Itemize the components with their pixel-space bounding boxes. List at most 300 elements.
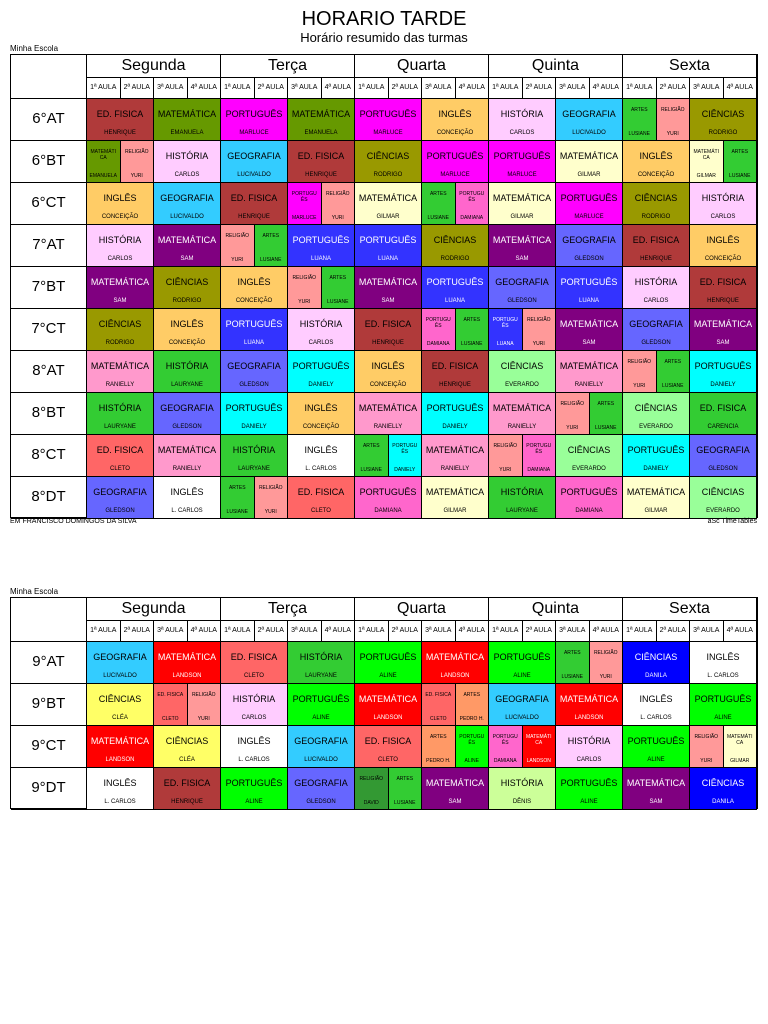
- subject-name: ED. FISICA: [297, 487, 345, 497]
- teacher-name: GLEDSON: [239, 382, 269, 388]
- teacher-name: LUCIVALDO: [505, 715, 539, 721]
- subject-name: MATEMÁTICA: [626, 778, 686, 788]
- subject-name: HISTÓRIA: [299, 652, 343, 662]
- teacher-name: LUSIANE: [628, 131, 650, 137]
- class-label: 6°BT: [11, 141, 87, 183]
- teacher-name: HENRIQUE: [640, 256, 672, 262]
- subject-name: RELIGIÃO: [325, 191, 350, 197]
- teacher-name: LAURYANE: [305, 673, 337, 679]
- lesson-cell: [657, 99, 691, 141]
- lesson-cell: [422, 183, 456, 225]
- subject-name: GEOGRAFIA: [160, 403, 214, 413]
- lesson-cell: [87, 309, 154, 351]
- teacher-name: GLEDSON: [306, 799, 336, 805]
- teacher-name: GLEDSON: [641, 340, 671, 346]
- lesson-cell: [556, 435, 623, 477]
- lesson-cell: [154, 393, 221, 435]
- class-row: [11, 99, 757, 141]
- teacher-name: L. CARLOS: [171, 508, 203, 514]
- subject-name: MATEMÁTICA: [492, 235, 552, 245]
- footer-software: aSc TimeTables: [707, 518, 757, 525]
- subject-name: INGLÊS: [706, 652, 740, 662]
- header-corner: [11, 598, 87, 642]
- teacher-name: MARLUCE: [574, 214, 604, 220]
- lesson-cell: [221, 183, 288, 225]
- class-row: [11, 726, 757, 768]
- subject-name: MATEMÁTICA: [157, 109, 217, 119]
- footer-school: EM FRANCISCO DOMINGOS DA SILVA: [10, 518, 137, 525]
- teacher-name: DANIELY: [241, 424, 267, 430]
- teacher-name: SAM: [448, 799, 462, 805]
- teacher-name: YURI: [264, 509, 277, 515]
- lesson-header: 1ª AULA: [623, 621, 657, 642]
- subject-name: INGLÊS: [371, 361, 405, 371]
- lesson-cell: [724, 141, 758, 183]
- page-title: HORARIO TARDE: [301, 8, 467, 30]
- lesson-header: 1ª AULA: [355, 78, 389, 99]
- subject-name: CIÊNCIAS: [567, 445, 611, 455]
- teacher-name: YURI: [231, 257, 244, 263]
- subject-name: MATEMÁTI CA: [90, 149, 116, 161]
- lesson-header: 1ª AULA: [489, 621, 523, 642]
- teacher-name: RODRIGO: [440, 256, 470, 262]
- lesson-cell: [456, 183, 490, 225]
- subject-name: MATEMÁTICA: [492, 193, 552, 203]
- teacher-name: LANDSON: [105, 757, 135, 763]
- teacher-name: MARLUCE: [373, 130, 403, 136]
- lesson-cell: [422, 225, 489, 267]
- subject-name: RELIGIÃO: [493, 443, 518, 449]
- teacher-name: RODRIGO: [105, 340, 135, 346]
- lesson-cell: [221, 768, 288, 810]
- subject-name: ED. FISICA: [157, 692, 184, 698]
- teacher-name: ALINE: [379, 673, 397, 679]
- lesson-cell: [154, 768, 221, 810]
- day-header: Sexta: [623, 598, 757, 621]
- class-label: 6°CT: [11, 183, 87, 225]
- lesson-cell: [489, 726, 523, 768]
- subject-name: MATEMÁTICA: [693, 319, 753, 329]
- teacher-name: EMANUELA: [89, 173, 117, 179]
- lesson-cell: [288, 768, 355, 810]
- teacher-name: RANIELLY: [172, 466, 202, 472]
- lesson-cell: [489, 225, 556, 267]
- subject-name: CIÊNCIAS: [634, 652, 678, 662]
- teacher-name: LUANA: [578, 298, 599, 304]
- subject-name: CIÊNCIAS: [165, 736, 209, 746]
- lesson-cell: [657, 351, 691, 393]
- subject-name: GEOGRAFIA: [227, 151, 281, 161]
- subject-name: PORTUGU ÊS: [459, 191, 485, 203]
- lesson-cell: [724, 726, 758, 768]
- subject-name: PORTUGUÊS: [694, 361, 752, 371]
- subject-name: RELIGIÃO: [191, 692, 216, 698]
- teacher-name: CONCEIÇÃO: [637, 172, 675, 178]
- teacher-name: EVERARDO: [505, 382, 539, 388]
- subject-name: MATEMÁTICA: [90, 361, 150, 371]
- lesson-cell: [288, 309, 355, 351]
- teacher-name: LUANA: [377, 256, 398, 262]
- lesson-cell: [422, 726, 456, 768]
- subject-name: MATEMÁTI CA: [727, 734, 753, 746]
- lesson-cell: [221, 726, 288, 768]
- subject-name: ED. FISICA: [431, 361, 479, 371]
- lesson-cell: [355, 768, 389, 810]
- subject-name: RELIGIÃO: [124, 149, 149, 155]
- class-label: 8°BT: [11, 393, 87, 435]
- teacher-name: SAM: [716, 340, 730, 346]
- lesson-cell: [556, 141, 623, 183]
- teacher-name: DANILA: [712, 799, 734, 805]
- subject-name: MATEMÁTICA: [157, 445, 217, 455]
- subject-name: CIÊNCIAS: [165, 277, 209, 287]
- lesson-cell: [322, 267, 356, 309]
- day-header: Quarta: [355, 55, 489, 78]
- lesson-cell: [188, 684, 222, 726]
- subject-name: MATEMÁTICA: [425, 652, 485, 662]
- teacher-name: GILMAR: [644, 508, 668, 514]
- lesson-cell: [355, 309, 422, 351]
- subject-name: ARTES: [563, 650, 581, 656]
- day-header: Segunda: [87, 598, 221, 621]
- teacher-name: LUSIANE: [595, 425, 617, 431]
- subject-name: HISTÓRIA: [701, 193, 745, 203]
- class-label: 9°CT: [11, 726, 87, 768]
- teacher-name: LANDSON: [172, 673, 202, 679]
- teacher-name: EMANUELA: [304, 130, 338, 136]
- teacher-name: RANIELLY: [373, 424, 403, 430]
- lesson-cell: [523, 309, 557, 351]
- lesson-cell: [556, 768, 623, 810]
- lesson-cell: [288, 351, 355, 393]
- teacher-name: LUSIANE: [360, 467, 382, 473]
- subject-name: HISTÓRIA: [232, 445, 276, 455]
- lesson-cell: [154, 183, 221, 225]
- lesson-cell: [690, 183, 757, 225]
- lesson-cell: [623, 225, 690, 267]
- teacher-name: CONCEIÇÃO: [168, 340, 206, 346]
- teacher-name: LUSIANE: [260, 257, 282, 263]
- teacher-name: GLEDSON: [708, 466, 738, 472]
- lesson-cell: [355, 351, 422, 393]
- lesson-header: 3ª AULA: [288, 621, 322, 642]
- subject-name: ED. FISICA: [163, 778, 211, 788]
- class-row: [11, 477, 757, 519]
- lesson-cell: [221, 684, 288, 726]
- lesson-cell: [489, 768, 556, 810]
- subject-name: CIÊNCIAS: [701, 487, 745, 497]
- lesson-cell: [623, 351, 657, 393]
- subject-name: ARTES: [228, 485, 246, 491]
- teacher-name: HENRIQUE: [305, 172, 337, 178]
- subject-name: ARTES: [429, 734, 447, 740]
- lesson-cell: [87, 393, 154, 435]
- lesson-cell: [221, 393, 288, 435]
- lesson-cell: [355, 642, 422, 684]
- lesson-header: 2ª AULA: [255, 78, 289, 99]
- subject-name: ARTES: [362, 443, 380, 449]
- lesson-cell: [355, 225, 422, 267]
- teacher-name: RODRIGO: [373, 172, 403, 178]
- class-label: 7°BT: [11, 267, 87, 309]
- subject-name: MATEMÁTI CA: [693, 149, 719, 161]
- lesson-cell: [623, 183, 690, 225]
- teacher-name: HENRIQUE: [104, 130, 136, 136]
- subject-name: MATEMÁTICA: [559, 151, 619, 161]
- lesson-cell: [623, 435, 690, 477]
- lesson-header: 2ª AULA: [255, 621, 289, 642]
- subject-name: ARTES: [262, 233, 280, 239]
- teacher-name: CONCEIÇÃO: [302, 424, 340, 430]
- lesson-cell: [87, 684, 154, 726]
- subject-name: PORTUGUÊS: [359, 652, 417, 662]
- subject-name: HISTÓRIA: [165, 151, 209, 161]
- lesson-cell: [489, 477, 556, 519]
- teacher-name: LUCIVALDO: [572, 130, 606, 136]
- subject-name: PORTUGU ÊS: [425, 317, 451, 329]
- lesson-cell: [422, 684, 456, 726]
- subject-name: MATEMÁTICA: [559, 361, 619, 371]
- lesson-cell: [154, 435, 221, 477]
- lesson-cell: [690, 351, 757, 393]
- teacher-name: PEDRO H.: [426, 758, 451, 764]
- lesson-cell: [154, 351, 221, 393]
- lesson-cell: [288, 225, 355, 267]
- lesson-cell: [154, 726, 221, 768]
- lesson-header: 4ª AULA: [456, 78, 490, 99]
- teacher-name: CLETO: [311, 508, 331, 514]
- lesson-cell: [690, 684, 757, 726]
- teacher-name: EVERARDO: [706, 508, 740, 514]
- subject-name: ARTES: [731, 149, 749, 155]
- teacher-name: GILMAR: [577, 172, 601, 178]
- lesson-cell: [623, 309, 690, 351]
- lesson-cell: [422, 393, 489, 435]
- lesson-cell: [154, 225, 221, 267]
- lesson-cell: [489, 309, 523, 351]
- lesson-header: 2ª AULA: [657, 621, 691, 642]
- subject-name: PORTUGU ÊS: [492, 317, 518, 329]
- lesson-cell: [690, 309, 757, 351]
- teacher-name: LUSIANE: [662, 383, 684, 389]
- teacher-name: DANIELY: [308, 382, 334, 388]
- class-label: 8°AT: [11, 351, 87, 393]
- subject-name: INGLÊS: [304, 445, 338, 455]
- teacher-name: LANDSON: [526, 758, 551, 764]
- teacher-name: CARLOS: [308, 340, 334, 346]
- teacher-name: LUANA: [496, 341, 514, 347]
- lesson-cell: [121, 141, 155, 183]
- lesson-header: 1ª AULA: [221, 621, 255, 642]
- class-row: [11, 684, 757, 726]
- lesson-cell: [456, 684, 490, 726]
- subject-name: GEOGRAFIA: [227, 361, 281, 371]
- lesson-cell: [623, 642, 690, 684]
- teacher-name: RANIELLY: [507, 424, 537, 430]
- subject-name: ED. FISICA: [96, 445, 144, 455]
- lesson-header: 1ª AULA: [87, 621, 121, 642]
- teacher-name: LUSIANE: [327, 299, 349, 305]
- subject-name: GEOGRAFIA: [160, 193, 214, 203]
- lesson-cell: [523, 435, 557, 477]
- lesson-cell: [623, 726, 690, 768]
- subject-name: GEOGRAFIA: [294, 736, 348, 746]
- teacher-name: RANIELLY: [440, 466, 470, 472]
- teacher-name: RODRIGO: [708, 130, 738, 136]
- lesson-cell: [154, 267, 221, 309]
- subject-name: CIÊNCIAS: [701, 109, 745, 119]
- subject-name: PORTUGU ÊS: [291, 191, 317, 203]
- subject-name: PORTUGUÊS: [426, 403, 484, 413]
- lesson-cell: [556, 726, 623, 768]
- lesson-cell: [422, 99, 489, 141]
- class-row: [11, 435, 757, 477]
- subject-name: ARTES: [329, 275, 347, 281]
- lesson-header: 4ª AULA: [590, 621, 624, 642]
- subject-name: ED. FISICA: [632, 235, 680, 245]
- lesson-cell: [556, 267, 623, 309]
- class-row: [11, 183, 757, 225]
- subject-name: RELIGIÃO: [560, 401, 585, 407]
- subject-name: CIÊNCIAS: [500, 361, 544, 371]
- subject-name: MATEMÁTICA: [425, 445, 485, 455]
- teacher-name: CARENCIA: [707, 424, 739, 430]
- lesson-cell: [422, 642, 489, 684]
- subject-name: INGLÊS: [438, 109, 472, 119]
- subject-name: HISTÓRIA: [634, 277, 678, 287]
- lesson-cell: [389, 435, 423, 477]
- lesson-header: 4ª AULA: [590, 78, 624, 99]
- lesson-cell: [590, 393, 624, 435]
- subject-name: CIÊNCIAS: [634, 403, 678, 413]
- lesson-header: 2ª AULA: [657, 78, 691, 99]
- subject-name: MATEMÁTI CA: [526, 734, 552, 746]
- teacher-name: MARLUCE: [292, 215, 317, 221]
- subject-name: RELIGIÃO: [526, 317, 551, 323]
- subject-name: PORTUGUÊS: [493, 652, 551, 662]
- lesson-cell: [288, 642, 355, 684]
- teacher-name: LAURYANE: [506, 508, 538, 514]
- subject-name: PORTUGUÊS: [292, 694, 350, 704]
- school-name-2: Minha Escola: [10, 587, 59, 596]
- lesson-cell: [690, 726, 724, 768]
- lesson-cell: [422, 309, 456, 351]
- lesson-cell: [288, 393, 355, 435]
- lesson-cell: [221, 225, 255, 267]
- subject-name: INGLÊS: [170, 319, 204, 329]
- lesson-header: 2ª AULA: [523, 78, 557, 99]
- subject-name: INGLÊS: [706, 235, 740, 245]
- subject-name: PORTUGUÊS: [426, 277, 484, 287]
- subject-name: PORTUGUÊS: [560, 778, 618, 788]
- lesson-cell: [288, 99, 355, 141]
- subject-name: HISTÓRIA: [165, 361, 209, 371]
- teacher-name: ALINE: [714, 715, 732, 721]
- subject-name: ED. FISICA: [699, 277, 747, 287]
- subject-name: MATEMÁTICA: [492, 403, 552, 413]
- subject-name: RELIGIÃO: [694, 734, 719, 740]
- lesson-cell: [690, 267, 757, 309]
- lesson-cell: [489, 435, 523, 477]
- lesson-cell: [288, 477, 355, 519]
- subject-name: ARTES: [396, 776, 414, 782]
- header-corner: [11, 55, 87, 99]
- lesson-cell: [255, 477, 289, 519]
- day-header: Quinta: [489, 598, 623, 621]
- teacher-name: CONCEIÇÃO: [235, 298, 273, 304]
- subject-name: ED. FISICA: [699, 403, 747, 413]
- teacher-name: LUSIANE: [394, 800, 416, 806]
- teacher-name: LANDSON: [440, 673, 470, 679]
- subject-name: ARTES: [463, 317, 481, 323]
- subject-name: ED. FISICA: [230, 652, 278, 662]
- teacher-name: L. CARLOS: [640, 715, 672, 721]
- subject-name: PORTUGUÊS: [560, 193, 618, 203]
- subject-name: HISTÓRIA: [232, 694, 276, 704]
- subject-name: HISTÓRIA: [98, 235, 142, 245]
- subject-name: RELIGIÃO: [627, 359, 652, 365]
- lesson-cell: [690, 642, 757, 684]
- subject-name: PORTUGUÊS: [292, 361, 350, 371]
- subject-name: GEOGRAFIA: [495, 694, 549, 704]
- subject-name: GEOGRAFIA: [294, 778, 348, 788]
- teacher-name: ALINE: [245, 799, 263, 805]
- teacher-name: RANIELLY: [105, 382, 135, 388]
- page-subtitle: Horário resumido das turmas: [300, 30, 468, 45]
- teacher-name: CARLOS: [576, 757, 602, 763]
- subject-name: ED. FISICA: [96, 109, 144, 119]
- lesson-cell: [355, 435, 389, 477]
- subject-name: PORTUGUÊS: [359, 487, 417, 497]
- subject-name: INGLÊS: [237, 277, 271, 287]
- teacher-name: HENRIQUE: [707, 298, 739, 304]
- day-header: Quinta: [489, 55, 623, 78]
- subject-name: MATEMÁTICA: [157, 235, 217, 245]
- subject-name: GEOGRAFIA: [629, 319, 683, 329]
- lesson-cell: [87, 435, 154, 477]
- teacher-name: LUCIVALDO: [304, 757, 338, 763]
- lesson-header: 3ª AULA: [556, 621, 590, 642]
- subject-name: MATEMÁTICA: [559, 319, 619, 329]
- subject-name: RELIGIÃO: [359, 776, 384, 782]
- subject-name: CIÊNCIAS: [98, 694, 142, 704]
- lesson-cell: [690, 477, 757, 519]
- subject-name: PORTUGU ÊS: [492, 734, 518, 746]
- subject-name: HISTÓRIA: [500, 109, 544, 119]
- teacher-name: LUANA: [310, 256, 331, 262]
- lesson-cell: [556, 99, 623, 141]
- teacher-name: RODRIGO: [641, 214, 671, 220]
- teacher-name: CLETO: [244, 673, 264, 679]
- lesson-cell: [87, 225, 154, 267]
- teacher-name: EVERARDO: [572, 466, 606, 472]
- class-label: 6°AT: [11, 99, 87, 141]
- class-row: [11, 267, 757, 309]
- timetable-1: [10, 54, 758, 518]
- subject-name: CIÊNCIAS: [634, 193, 678, 203]
- lesson-cell: [690, 435, 757, 477]
- subject-name: HISTÓRIA: [500, 778, 544, 788]
- lesson-cell: [221, 642, 288, 684]
- lesson-cell: [87, 768, 154, 810]
- teacher-name: SAM: [649, 799, 663, 805]
- subject-name: ED. FISICA: [364, 319, 412, 329]
- teacher-name: L. CARLOS: [104, 799, 136, 805]
- lesson-cell: [556, 684, 623, 726]
- teacher-name: CONCEIÇÃO: [436, 130, 474, 136]
- class-row: [11, 141, 757, 183]
- lesson-header: 3ª AULA: [422, 621, 456, 642]
